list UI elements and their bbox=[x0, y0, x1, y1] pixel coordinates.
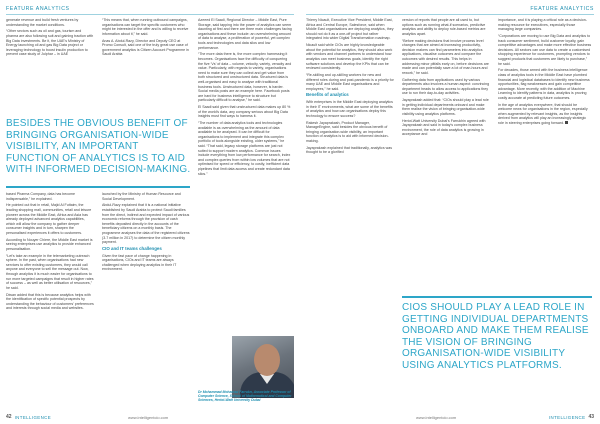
paragraph bbox=[498, 103, 592, 126]
paragraph-text: In the age of analytics everywhere, that should be welcome news for organisations in the region, especially when augmented by relevant insights, as the insights derived from analytics will play an increasingly strategic role in steering enterprises going forward. bbox=[498, 102, 588, 126]
left-col1-top bbox=[6, 18, 94, 59]
right-col1 bbox=[306, 18, 394, 157]
pull-quote-rule bbox=[402, 296, 592, 298]
paragraph: launched by the Ministry of Human Resource and Social Development. bbox=[102, 192, 181, 201]
footer-url[interactable]: www.intelligentcio.com bbox=[128, 415, 169, 420]
page-footer bbox=[6, 414, 51, 420]
paragraph: “This means that, when running outbound campaigns, organisations can target the specific customers who might be interested in the offer and is willing to receive information about it,” he said. bbox=[102, 18, 189, 36]
paragraph: “Let’s take an example in the telemarketing outreach sphere. In the past, when organisations had new services to offer existing customers, they would call anyone and everyone to sell the message out. Now, through analytics it is much easier for organisations to run more targeted campaigns that result in higher rates of success – as well as better utilisation of resources,” he said. bbox=[6, 253, 94, 290]
paragraph: generate revenue and build fresh ventures by understanding the market conditions. bbox=[6, 18, 79, 27]
paragraph: “Other sectors such as oil and gas, tourism and pharma are also following suit and gaining traction with Big Data investments. Be it, the UAE’s Ministry of Energy launching oil and gas Big Data project or leveraging technology to boost insulin production to prevent case study of Julphar – in UAE bbox=[6, 29, 94, 57]
paragraph: Gathering data from applications used by various departments also involves a human aspect: convincing department heads to allow access to applications they use to run their day-to-day activities. bbox=[402, 77, 490, 96]
pull-quote-rule bbox=[6, 186, 190, 188]
paragraph: According to Nouyer Chiere, the Middle East market is seeing enterprises use analytics to provide enhanced personalisation. bbox=[6, 237, 93, 251]
left-col2-bottom bbox=[102, 192, 190, 274]
left-col1-bottom bbox=[6, 192, 94, 313]
page-footer bbox=[549, 414, 594, 420]
subheading: CIO and IT teams challenges bbox=[102, 245, 162, 251]
right-page bbox=[300, 0, 600, 424]
end-square-icon bbox=[565, 121, 568, 124]
pull-quote: BESIDES THE OBVIOUS BENEFIT OF BRINGING ORGANISATION-WIDE VISIBILITY, AN IMPORTANT FUNCTION OF ANALYTICS IS TO AID WITH INFORMED DECISION-MAKING. bbox=[6, 118, 191, 175]
paragraph: version of reports that people are all used to, but options such as running what-if scenarios, predictive analytics and ability to deploy rule-based metrics are analytics apart. bbox=[402, 18, 486, 36]
magazine-name: INTELLIGENCE bbox=[548, 414, 586, 420]
paragraph: “The number of data analytics tools and technologies available is as overwhelming as the amount of data available to be analysed. It can be difficult for organisations to implement and integrate this complex portfolio of tools alongside existing, older systems,” he said. “That said, legacy storage platforms are just not suited to support modern analytics. Common issues include everything from low performance for search, index and complex queries from within low volumes that are not optimised for speed or efficiency, to costly, inefficient data pipelines that limit data access and create redundant data silos.” bbox=[198, 121, 291, 176]
portrait-photo bbox=[232, 336, 294, 398]
paragraph: With enterprises in the Middle East deploying analytics in their IT environments, what are some of the benefits of analytics and how can organisations deploy this technology to ensure success? bbox=[306, 100, 393, 118]
left-col2-top bbox=[102, 18, 190, 59]
header-rule bbox=[6, 14, 294, 15]
paragraph: “Re-skilling and up-skilling workers for new and different roles during and post-pandemic is a priority for many UAE and Middle East organisations and employees,” he said. bbox=[306, 72, 394, 91]
portrait-head bbox=[254, 344, 280, 376]
right-col2 bbox=[402, 18, 490, 139]
section-label: FEATURE ANALYTICS bbox=[6, 6, 70, 12]
paragraph: Given the fast pace of change happening in organisations, CIOs and IT teams are always challenged when deploying analytics in their IT environment. bbox=[102, 253, 177, 272]
page-number: 42 bbox=[6, 414, 12, 420]
paragraph: Thierry Nicault, Executive Vice President, Middle East, Africa and Central Europe, Salesforce, said when Middle East organisations are deploying analytics, they should not do it as a one-off project but rather integrated into wider Digital Transformation roadmap. bbox=[306, 18, 394, 41]
footer-url[interactable]: www.intelligentcio.com bbox=[416, 415, 457, 420]
paragraph: Jayaprakash explained that traditionally, analytics was thought to be a glorified bbox=[306, 145, 393, 155]
magazine-name: INTELLIGENCE bbox=[14, 414, 52, 420]
paragraph: importance, and it is playing a critical role as a decision-making resource for executives, especially those managing large companies. bbox=[498, 18, 587, 32]
paragraph: He pointed out that in retail, Majid Al Futtaim, the leading shopping mall, communities, retail and leisure pioneer across the Middle East, Africa and Asia has already deployed advanced analytics capabilities, which will allow the company to gather deeper consumer insights and in turn, sharpen the personalised experiences it offers to customers. bbox=[6, 203, 92, 235]
paragraph: Rakesh Jayaprakash, Product Manager, ManageEngine, said besides the obvious benefit of bringing organisation-wide visibility, an important function of analytics is to aid with informed decision-making. bbox=[306, 120, 389, 143]
paragraph: “The more data there is, the more complex harnessing it becomes. Organisations face the difficulty of conquering the five ‘Vs’ of data – volume, velocity, variety, veracity and value. Particularly, with regards to variety, organisations need to make sure they can collect and get value from both structured and unstructured data. Structured data is well-organised and easy to analyse with traditional business tools. Unstructured data, however, is harder. Social media posts are an example here. Facebook posts are hard for business intelligence to structure but particularly difficult to analyse,” he said. bbox=[198, 52, 292, 103]
paragraph: Diwan added that this is because analytics helps with the identification of specific potential prospects by understanding the behaviour of customers’ preferences and interests through social media and websites. bbox=[6, 292, 94, 311]
page-number: 43 bbox=[588, 414, 594, 420]
right-col3 bbox=[498, 18, 592, 128]
header-rule bbox=[306, 14, 594, 15]
paragraph: Heriot-Watt University Dubai’s Farrukhin agreed with Jayaprakash and said in today’s complex business environment, the role of data analytics is growing in acceptance and bbox=[402, 118, 486, 137]
paragraph: “Corporations are moving to use Big Data and analytics to track consumer sentiment, build customer loyalty, gain competitive advantages and make more effective business decisions. All sectors can use data to create a customised shopping experience for customers, prompting vendors to suggest products that customers are likely to purchase,” he said. bbox=[498, 33, 592, 66]
photo-caption: Dr Mohammad Mohamad Farrukn, Associate Professor of Computer Science, School of Mathematical and Computer Sciences, Heriot-Watt University Dubai bbox=[198, 390, 292, 403]
paragraph: For decades, those armed with the business intelligence class of analytics tools in the Middle East have plumbed financial and logistical databases to identify new business opportunities, flag weaknesses and gain competitive advantage. More recently, with the addition of Machine Learning to identify patterns in data, analytics is proving costly accurate at predicting future outcomes. bbox=[498, 68, 590, 100]
left-col3 bbox=[198, 18, 292, 178]
paragraph: Azeeed El Saadi, Regional Director – Middle East, Pure Storage, said tapping into the power of analytics can seem daunting at first and there are three main challenges facing organisations and these include: an overwhelming amount of data to analyse, a proliferation of powerful, yet complex tools and technologies and data silos and low performance. bbox=[198, 18, 292, 50]
paragraph: based Pharma Company, data has become indispensable,” he explained. bbox=[6, 192, 76, 201]
paragraph: Nicault said while CIOs are highly knowledgeable about the potential for analytics, they should also work with vendors and channel partners to understand how analytics can meet business goals, identify the right software solutions and develop the KPIs that can be reviewed consistently. bbox=[306, 43, 393, 71]
paragraph: El Saadi said given that unstructured data makes up 80 % of the world’s data, any company serious about Big Data insights must find ways to harness it. bbox=[198, 105, 291, 119]
subheading: Benefits of analytics bbox=[306, 92, 349, 98]
paragraph: Anas A. Abdul-Razy, Director and Deputy CEO at Promo Consult, said one of the truly great use case of government analytics is Citizen Account Programme in Saudi Arabia bbox=[102, 38, 189, 57]
pull-quote: CIOS SHOULD PLAY A LEAD ROLE IN GETTING INDIVIDUAL DEPARTMENTS ONBOARD AND MAKE THEM REALISE THE VISION OF BRINGING ORGANISATION-WIDE VISIBILITY USING ANALYTICS PLATFORMS. bbox=[402, 302, 589, 371]
paragraph: “Before making decisions that involve process level changes that are aimed at increasing productivity, decision makers can find parameters into analytics applications, visualise outcomes and compare the outcomes with desired results. This helps in addressing minor pitfalls early on, before decisions are made and can potentially save a lot of man-hours and rework,” he said. bbox=[402, 38, 489, 75]
paragraph: Abdul-Razy explained that it is a national initiative established by Saudi Arabia to protect Saudi families from the direct, indirect and expected impact of various economic reforms through the provision of cash benefits deposited directly in the accounts of the beneficiary citizens on a monthly basis. The programme analyses the data of the registered citizens (3.7 million in 2017) to determine the citizen monthly payment. bbox=[102, 203, 190, 245]
section-label: FEATURE ANALYTICS bbox=[530, 6, 594, 12]
paragraph: Jayaprakash added that: “CIOs should play a lead role in getting individual departments onboard and make them realise the vision of bringing organisation-wide visibility using analytics platforms. bbox=[402, 98, 489, 116]
